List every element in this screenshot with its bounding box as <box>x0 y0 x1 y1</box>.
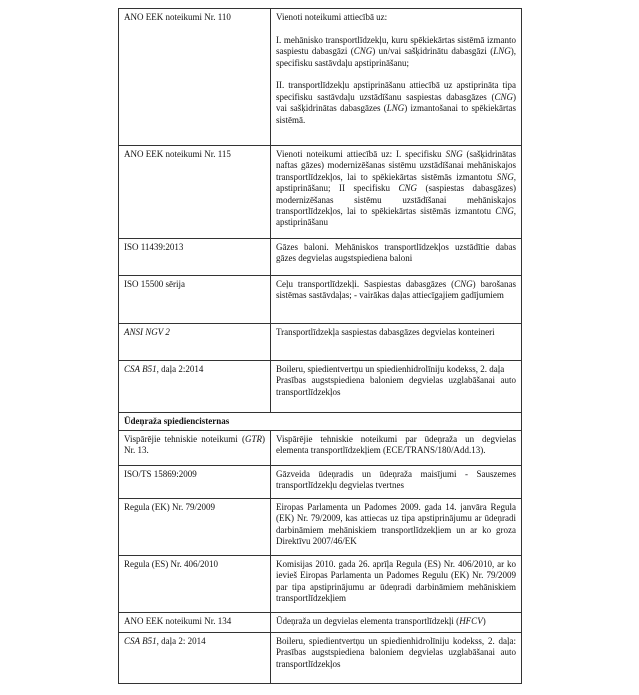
table-row <box>119 239 522 276</box>
table-row <box>119 431 522 466</box>
description-paragraph <box>276 279 516 302</box>
italic-text: CNG <box>494 91 513 102</box>
standard-reference <box>124 279 265 290</box>
text-run: Vienoti noteikumi attiecībā uz: I. specifisku <box>276 149 446 159</box>
text-run: , daļa 2:2014 <box>156 364 204 374</box>
text-run: ANO EEK noteikumi Nr. 134 <box>124 616 232 626</box>
standard-cell <box>119 324 271 361</box>
description-cell <box>271 239 522 276</box>
italic-text: SNG <box>445 149 463 159</box>
italic-text: SNG <box>496 171 514 182</box>
description-paragraph <box>276 434 516 457</box>
standard-cell <box>119 9 271 146</box>
text-run: (saspiestas dabasgāzes) modernizēšanas sistēmu uzstādīšanai mehāniskajos transportlīdzekļos, lai to spēkiekārtas sistēmās izmantotu <box>276 183 516 217</box>
text-run: Regula (ES) Nr. 406/2010 <box>124 559 218 569</box>
standard-cell <box>119 276 271 324</box>
text-run: (sašķidrinātas naftas gāzes) modernizēšanas sistēmu uzstādīšanai mehāniskajos transportlīdzekļos, lai to spēkiekārtas sistēmās izmantotu <box>276 149 516 182</box>
table-row <box>119 361 522 413</box>
text-run: Prasības augstspiediena baloniem degvielas uzglabāšanai auto transportlīdzekļos <box>276 375 516 397</box>
description-paragraph <box>276 559 516 605</box>
description-cell <box>271 466 522 499</box>
text-run: Vispārējie tehniskie noteikumi par ūdeņraža un degvielas elementa transportlīdzekļiem (ECE/TRANS/180/Add.13). <box>276 434 516 456</box>
description-cell <box>271 361 522 413</box>
description-paragraph <box>276 469 516 492</box>
table-row <box>119 613 522 633</box>
text-run: Boileru, spiedientvertņu un spiedienhidrolīniju kodekss, 2. daļa: Prasības augstspiediena baloniem degvielas uzglabāšanai auto transportlīdzekļos <box>276 636 516 669</box>
italic-text: CSA B51 <box>124 636 157 646</box>
table-row <box>119 466 522 499</box>
standard-reference <box>124 327 265 338</box>
text-run: Transportlīdzekļa saspiestas dabasgāzes degvielas konteineri <box>276 327 495 337</box>
standard-cell <box>119 633 271 684</box>
italic-text: LNG <box>386 103 405 114</box>
table-row <box>119 324 522 361</box>
text-run: ) <box>482 616 486 626</box>
text-run: ANO EEK noteikumi Nr. 110 <box>124 12 231 22</box>
text-run: Ceļu transportlīdzekļi. Saspiestas dabasgāzes ( <box>276 279 455 289</box>
italic-text: CNG <box>353 46 373 57</box>
standard-cell <box>119 361 271 413</box>
italic-text: LNG <box>493 46 511 57</box>
description-paragraph <box>276 149 516 229</box>
text-run: ) un/vai sašķidrinātu dabasgāzi ( <box>372 46 494 57</box>
description-cell <box>271 613 522 633</box>
description-cell <box>271 324 522 361</box>
description-cell <box>271 9 522 146</box>
table-row <box>119 146 522 239</box>
description-cell <box>271 431 522 466</box>
text-run: II. transportlīdzekļu apstiprināšanu attiecībā uz apstiprināta tipa specifisku sastāvdaļu uzstādīšanu saspiestas dabasgāzes ( <box>276 80 516 102</box>
text-run: Ūdeņraža un degvielas elementa transportlīdzekļi ( <box>276 616 460 626</box>
table-row <box>119 276 522 324</box>
standards-table <box>118 8 522 684</box>
table-row <box>119 556 522 613</box>
italic-text: CNG <box>398 183 418 194</box>
text-run: Gāzveida ūdeņradis un ūdeņraža maisījumi - Sauszemes transportlīdzekļu degvielas tvertnes <box>276 469 516 491</box>
text-run: , apstiprināšanu; II specifisku <box>276 171 516 194</box>
text-run: Vienoti noteikumi attiecībā uz: <box>276 12 388 22</box>
description-paragraph <box>276 364 516 375</box>
standard-cell <box>119 431 271 466</box>
standard-reference <box>124 636 265 647</box>
text-run: , daļa 2: 2014 <box>156 636 206 646</box>
italic-text: CNG <box>454 279 473 289</box>
standard-cell <box>119 146 271 239</box>
section-heading-row <box>119 413 522 431</box>
standards-table-body <box>119 9 522 684</box>
table-row <box>119 9 522 146</box>
standard-cell <box>119 499 271 556</box>
text-run: ) Nr. 13. <box>124 434 265 456</box>
description-cell <box>271 633 522 684</box>
text-run: ISO/TS 15869:2009 <box>124 469 197 479</box>
text-run: ISO 11439:2013 <box>124 242 184 252</box>
section-heading: Ūdeņraža spiediencisternas <box>119 413 522 431</box>
description-paragraph <box>276 616 516 627</box>
standard-cell <box>119 613 271 633</box>
text-run: Regula (EK) Nr. 79/2009 <box>124 502 215 512</box>
description-paragraph <box>276 502 516 548</box>
text-run: ISO 15500 sērija <box>124 279 185 289</box>
description-paragraph <box>276 35 516 69</box>
standard-cell <box>119 466 271 499</box>
standard-reference <box>124 242 265 253</box>
italic-text: CSA B51 <box>124 364 157 374</box>
text-run: Boileru, spiedientvertņu un spiedienhidrolīniju kodekss, 2. daļa <box>276 364 505 374</box>
text-run: ) barošanas sistēmas sastāvdaļas; - vairākas daļas attiecīgajiem gadījumiem <box>276 279 516 301</box>
text-run: ) izmantošanai to spēkiekārtas sistēmā. <box>276 103 516 125</box>
standard-reference <box>124 12 265 23</box>
standard-reference <box>124 616 265 627</box>
description-paragraph <box>276 80 516 126</box>
text-run: I. mehānisko transportlīdzekļu, kuru spēkiekārtas sistēmā izmanto saspiestu dabasgāzi ( <box>276 34 516 57</box>
standard-reference <box>124 149 265 160</box>
description-cell <box>271 499 522 556</box>
text-run: Vispārējie tehniskie noteikumi ( <box>124 434 245 444</box>
standard-cell <box>119 239 271 276</box>
text-run: ) vai sašķidrinātas dabasgāzes ( <box>276 91 516 114</box>
italic-text: ANSI NGV 2 <box>124 327 170 337</box>
standard-reference <box>124 364 265 375</box>
text-run: ANO EEK noteikumi Nr. 115 <box>124 149 231 159</box>
text-run: Eiropas Parlamenta un Padomes 2009. gada 14. janvāra Regula (EK) Nr. 79/2009, kas attiecas uz tipa apstiprinājumu ar ūdeņradi darbināmiem mehāniskiem transportlīdzekļiem un ar ko groza Direktīvu 2007/46/EK <box>276 502 516 547</box>
description-cell <box>271 146 522 239</box>
table-row <box>119 499 522 556</box>
description-paragraph <box>276 375 516 398</box>
description-cell <box>271 276 522 324</box>
italic-text: GTR <box>244 434 262 444</box>
description-cell <box>271 556 522 613</box>
description-paragraph <box>276 12 516 23</box>
standard-reference <box>124 559 265 570</box>
description-paragraph <box>276 242 516 265</box>
standard-reference <box>124 434 265 457</box>
text-run: ), specifisku sastāvdaļu apstiprināšanu; <box>276 46 516 68</box>
italic-text: HFCV <box>459 616 483 626</box>
text-run: Komisijas 2010. gada 26. aprīļa Regula (ES) Nr. 406/2010, ar ko ievieš Eiropas Parlamenta un Padomes Regulu (EK) Nr. 79/2009 par tipa apstiprinājumu ar ūdeņradi darbināmiem mehāniskiem transportlīdzekļiem <box>276 559 516 604</box>
text-run: , apstiprināšanu <box>276 206 516 228</box>
standard-cell <box>119 556 271 613</box>
description-paragraph <box>276 327 516 338</box>
description-paragraph <box>276 636 516 670</box>
standard-reference <box>124 469 265 480</box>
table-row <box>119 633 522 684</box>
text-run: Gāzes baloni. Mehāniskos transportlīdzekļos uzstādītie dabas gāzes degvielas augstspiediena baloni <box>276 242 516 264</box>
standard-reference <box>124 502 265 513</box>
italic-text: CNG <box>495 206 514 217</box>
